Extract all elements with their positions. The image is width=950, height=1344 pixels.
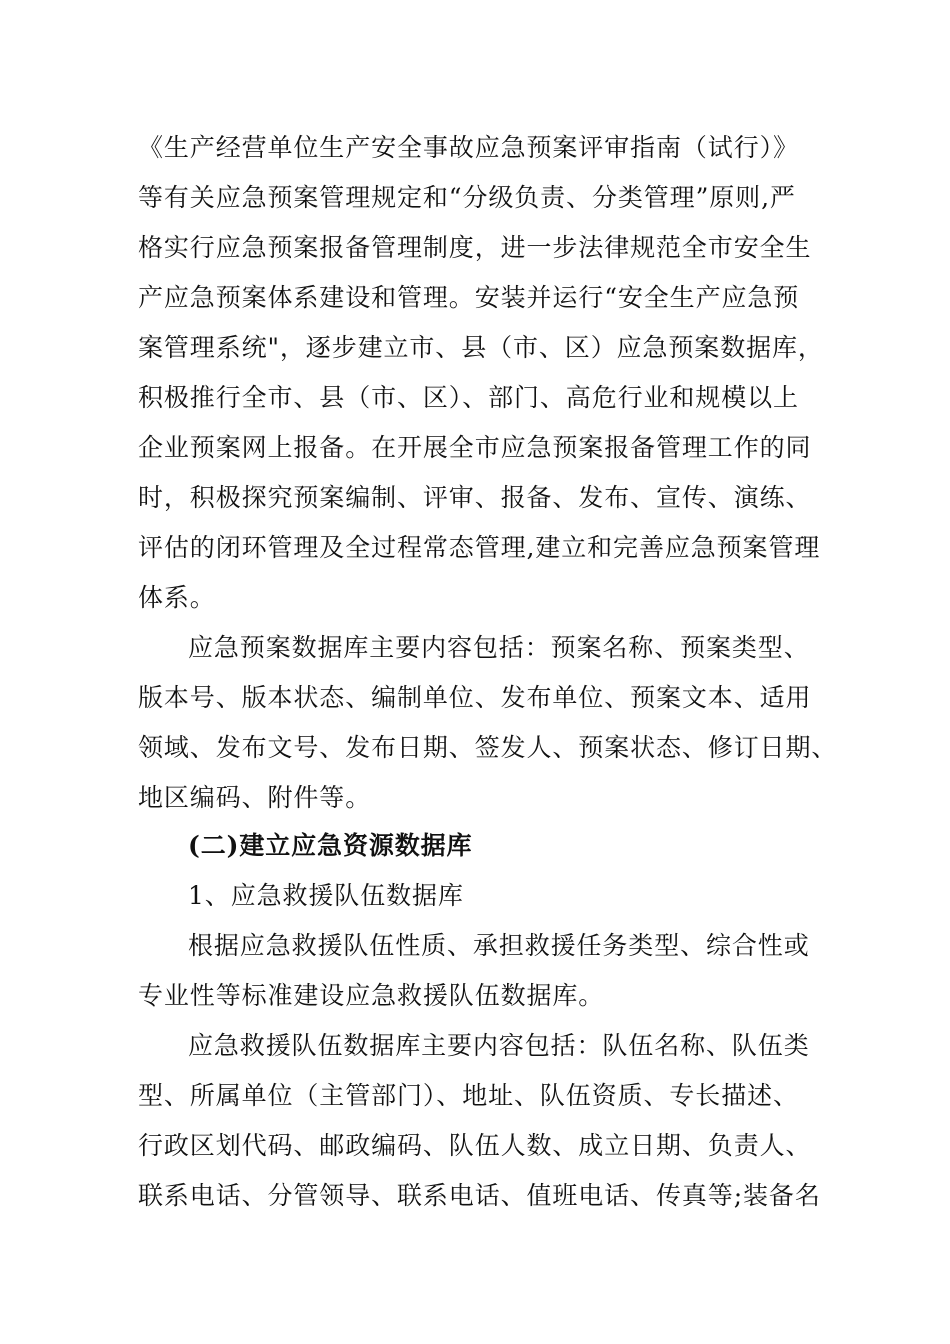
paragraph-1-line-1: 《生产经营单位生产安全事故应急预案评审指南（试行）》 — [138, 133, 799, 162]
paragraph-3-line-1: 根据应急救援队伍性质、承担救援任务类型、综合性或 — [188, 931, 810, 960]
paragraph-1-line-9: 评估的闭环管理及全过程常态管理,建立和完善应急预案管理 — [138, 533, 821, 562]
paragraph-1-line-7: 企业预案网上报备。在开展全市应急预案报备管理工作的同 — [138, 433, 812, 462]
paragraph-4-line-3: 行政区划代码、邮政编码、队伍人数、成立日期、负责人、 — [138, 1131, 812, 1160]
paragraph-2-line-2: 版本号、版本状态、编制单位、发布单位、预案文本、适用 — [138, 683, 812, 712]
section-heading: (二)建立应急资源数据库 — [188, 831, 473, 860]
paragraph-1-line-6: 积极推行全市、县（市、区）、部门、高危行业和规模以上 — [138, 383, 799, 412]
paragraph-1-line-4: 产应急预案体系建设和管理。安装并运行“安全生产应急预 — [138, 283, 800, 312]
subsection-heading: 1、应急救援队伍数据库 — [188, 881, 464, 910]
paragraph-3-line-2: 专业性等标准建设应急救援队伍数据库。 — [138, 981, 605, 1010]
paragraph-2-line-1: 应急预案数据库主要内容包括：预案名称、预案类型、 — [188, 633, 810, 662]
paragraph-4-line-2: 型、所属单位（主管部门）、地址、队伍资质、专长描述、 — [138, 1081, 799, 1110]
paragraph-1-line-2: 等有关应急预案管理规定和“分级负责、分类管理”原则,严 — [138, 183, 796, 212]
paragraph-2-line-3: 领域、发布文号、发布日期、签发人、预案状态、修订日期、 — [138, 733, 838, 762]
paragraph-1-line-3: 格实行应急预案报备管理制度，进一步法律规范全市安全生 — [138, 233, 812, 262]
paragraph-4-line-1: 应急救援队伍数据库主要内容包括：队伍名称、队伍类 — [188, 1031, 810, 1060]
paragraph-1-line-5: 案管理系统"，逐步建立市、县（市、区）应急预案数据库， — [138, 333, 824, 362]
paragraph-1-line-8: 时，积极探究预案编制、评审、报备、发布、宣传、演练、 — [138, 483, 812, 512]
paragraph-4-line-4: 联系电话、分管领导、联系电话、值班电话、传真等;装备名 — [138, 1181, 821, 1210]
paragraph-1-line-10: 体系。 — [138, 583, 216, 612]
paragraph-2-line-4: 地区编码、附件等。 — [138, 783, 372, 812]
